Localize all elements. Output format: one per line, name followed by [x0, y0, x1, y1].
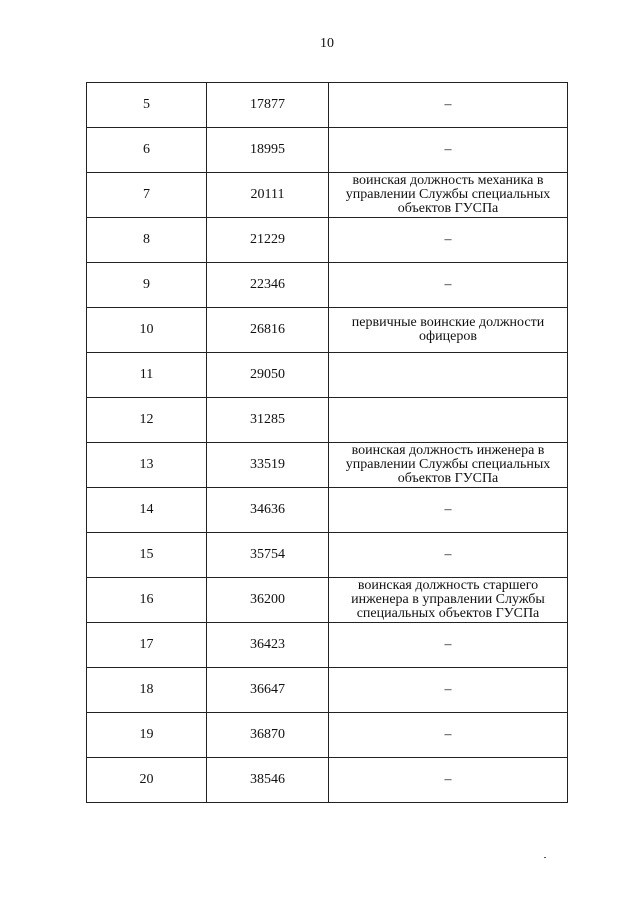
position-cell: –	[329, 623, 568, 668]
table-row	[87, 623, 568, 668]
salary-cell: 26816	[207, 308, 329, 353]
grade-number-cell: 10	[87, 308, 207, 353]
position-cell: –	[329, 128, 568, 173]
salary-cell: 18995	[207, 128, 329, 173]
page-number: 10	[320, 36, 334, 51]
grade-number-cell: 19	[87, 713, 207, 758]
salary-cell: 36200	[207, 578, 329, 623]
table-row	[87, 173, 568, 218]
salary-cell: 36647	[207, 668, 329, 713]
table-row	[87, 533, 568, 578]
position-cell	[329, 398, 568, 443]
grade-number-cell: 11	[87, 353, 207, 398]
table-row	[87, 218, 568, 263]
grade-number-cell: 5	[87, 83, 207, 128]
salary-cell: 35754	[207, 533, 329, 578]
pay-grade-table	[86, 82, 568, 803]
salary-cell: 34636	[207, 488, 329, 533]
salary-cell: 29050	[207, 353, 329, 398]
position-cell: воинская должность старшего инженера в управлении Службы специальных объектов ГУСПа	[329, 578, 568, 623]
table-row	[87, 488, 568, 533]
grade-number-cell: 14	[87, 488, 207, 533]
position-cell: –	[329, 668, 568, 713]
grade-number-cell: 13	[87, 443, 207, 488]
table-row	[87, 83, 568, 128]
grade-number-cell: 15	[87, 533, 207, 578]
grade-number-cell: 16	[87, 578, 207, 623]
position-cell: –	[329, 713, 568, 758]
salary-cell: 38546	[207, 758, 329, 803]
grade-number-cell: 9	[87, 263, 207, 308]
position-cell: –	[329, 488, 568, 533]
grade-number-cell: 20	[87, 758, 207, 803]
table-row	[87, 668, 568, 713]
position-cell: воинская должность инженера в управлении Службы специальных объектов ГУСПа	[329, 443, 568, 488]
salary-cell: 22346	[207, 263, 329, 308]
salary-cell: 31285	[207, 398, 329, 443]
table-row	[87, 353, 568, 398]
grade-number-cell: 6	[87, 128, 207, 173]
grade-number-cell: 17	[87, 623, 207, 668]
table-row	[87, 758, 568, 803]
grade-number-cell: 7	[87, 173, 207, 218]
position-cell: –	[329, 83, 568, 128]
table-row	[87, 308, 568, 353]
table-row	[87, 443, 568, 488]
table-row	[87, 128, 568, 173]
salary-cell: 21229	[207, 218, 329, 263]
salary-cell: 20111	[207, 173, 329, 218]
salary-cell: 36870	[207, 713, 329, 758]
table-row	[87, 398, 568, 443]
salary-cell: 17877	[207, 83, 329, 128]
scan-speck	[544, 857, 546, 858]
position-cell: –	[329, 263, 568, 308]
position-cell: –	[329, 758, 568, 803]
grade-number-cell: 12	[87, 398, 207, 443]
salary-cell: 36423	[207, 623, 329, 668]
position-cell: –	[329, 533, 568, 578]
position-cell: первичные воинские должности офицеров	[329, 308, 568, 353]
table-row	[87, 263, 568, 308]
grade-number-cell: 8	[87, 218, 207, 263]
grade-number-cell: 18	[87, 668, 207, 713]
salary-cell: 33519	[207, 443, 329, 488]
table-row	[87, 578, 568, 623]
position-cell: воинская должность механика в управлении Службы специальных объектов ГУСПа	[329, 173, 568, 218]
position-cell	[329, 353, 568, 398]
position-cell: –	[329, 218, 568, 263]
table-row	[87, 713, 568, 758]
